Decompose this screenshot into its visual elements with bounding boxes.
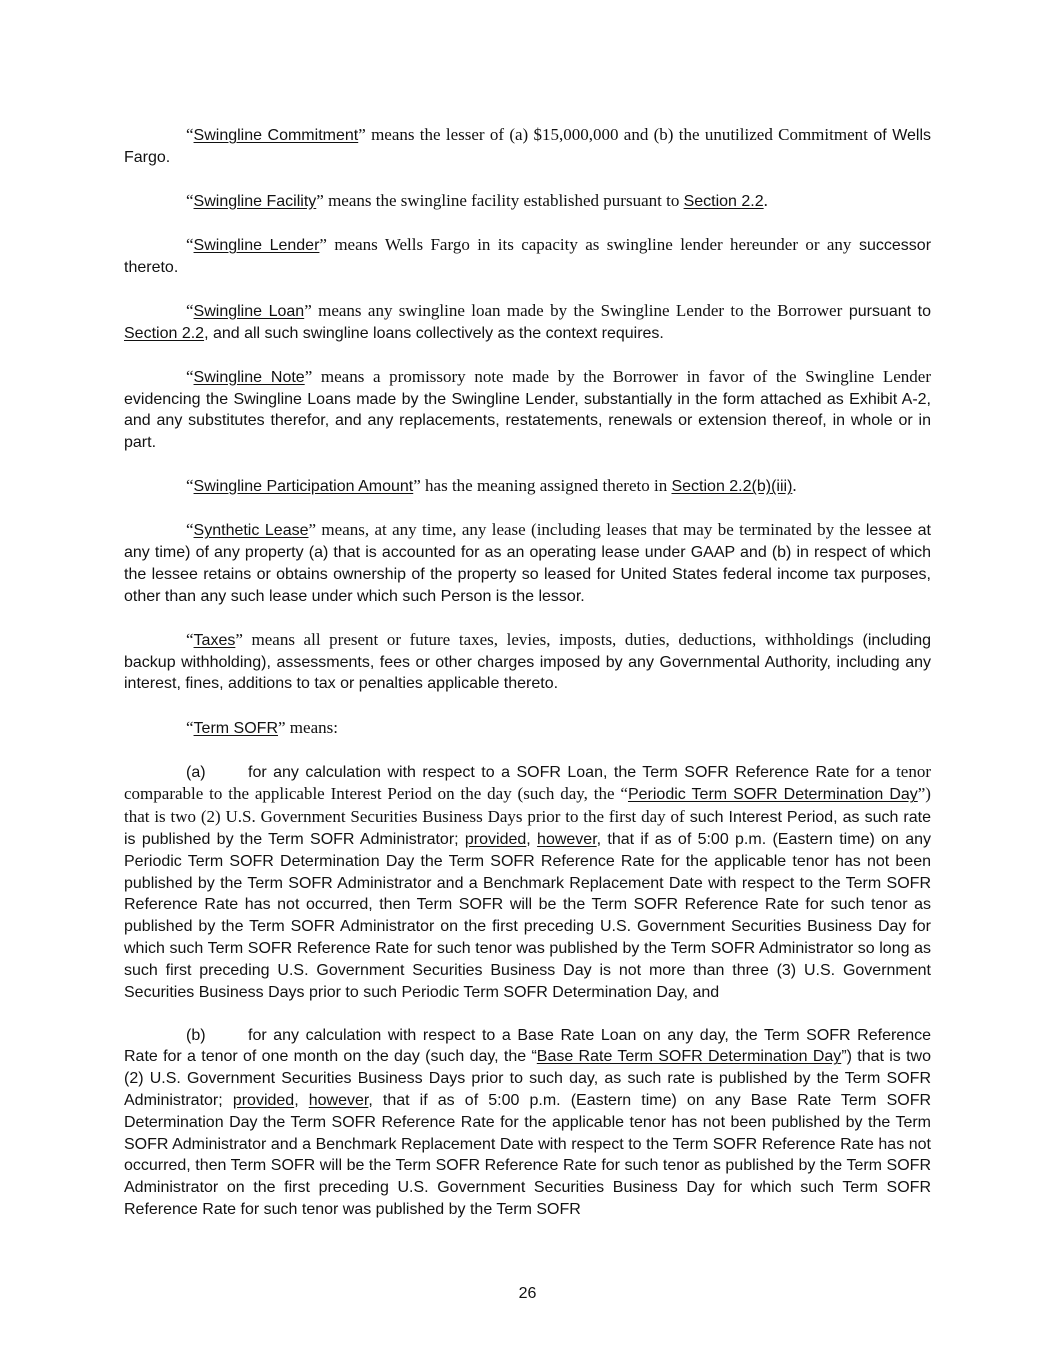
definition-text: means a promissory note made by the Borrower in favor of the Swingline Lender: [312, 366, 931, 386]
open-quote: “: [186, 520, 194, 540]
definition-text-continued: evidencing the Swingline Loans made by the Swingline Lender, substantially in the form attached as Exhibit A-2, and any substitutes therefor, and any replacements, restatements, renewals or extension thereof, in whole or in part.: [124, 390, 931, 452]
clause-text-continued: ”) that is two (2) U.S. Government Securities Business Days prior to such day, as such rate is published by the Term SOFR Administrator;: [124, 1048, 931, 1110]
clause-marker: (a): [186, 763, 206, 781]
section-reference: Section 2.2(b)(iii): [671, 478, 793, 496]
close-quote: ”: [316, 190, 324, 210]
defined-term: Term SOFR: [193, 719, 278, 737]
definition-text-continued: of Wells Fargo.: [124, 127, 932, 166]
section-reference: Section 2.2: [124, 324, 205, 342]
provided-term: provided: [232, 1092, 295, 1110]
close-quote: ”: [304, 300, 312, 320]
defined-term: Swingline Note: [193, 368, 305, 386]
open-quote: “: [186, 629, 194, 649]
definition-text: means all present or future taxes, levies, imposts, duties, deductions, withholdings: [242, 629, 854, 649]
defined-term: Swingline Facility: [193, 192, 317, 210]
clause-text-serif: tenor comparable to the applicable Interest Period on the day (such day, the “: [124, 761, 931, 804]
definition-text-tail: , and all such swingline loans collectively as the context requires.: [204, 324, 664, 342]
definition-swingline-facility: [124, 190, 931, 213]
close-quote: ”: [278, 717, 286, 737]
definition-swingline-participation-amount: [124, 475, 931, 498]
definition-swingline-note: [124, 366, 931, 454]
close-quote: ”: [304, 366, 313, 386]
comma: ,: [526, 831, 538, 848]
definition-text: means any swingline loan made by the Swingline Lender to the Borrower: [311, 300, 843, 320]
definition-text: has the meaning assigned thereto in: [420, 476, 672, 496]
definition-swingline-loan: [124, 300, 931, 345]
close-quote: ”: [319, 234, 327, 254]
defined-term: Swingline Commitment: [193, 127, 359, 144]
open-quote: “: [186, 190, 194, 210]
clause-marker: (b): [186, 1026, 206, 1044]
sentence-end: .: [763, 190, 768, 210]
open-quote: “: [186, 476, 194, 496]
definition-swingline-lender: [124, 234, 931, 279]
comma: ,: [294, 1092, 309, 1110]
defined-term: Swingline Loan: [193, 302, 305, 320]
clause-text-tail: , that if as of 5:00 p.m. (Eastern time) on any Periodic Term SOFR Determination Day the Term SOFR Reference Rate for the applicable tenor has not been published by the Term SOFR Administrator and a Benchmark Replacement Date with respect to the Term SOFR Reference Rate has not occurred, then Term SOFR will be the Term SOFR Reference Rate for such tenor as published by the Term SOFR Administrator on the first preceding U.S. Government Securities Business Day for which such Term SOFR Reference Rate for such tenor was published by the Term SOFR Administrator so long as such first preceding U.S. Government Securities Business Day is not more than three (3) U.S. Government Securities Business Days prior to such Periodic Term SOFR Determination Day, and: [124, 831, 932, 1001]
definition-text-continued: pursuant to: [842, 302, 931, 320]
sentence-end: .: [792, 476, 797, 496]
clause-text-tail: , that if as of 5:00 p.m. (Eastern time) on any Base Rate Term SOFR Determination Day the Term SOFR Reference Rate for the applicable tenor has not been published by the Term SOFR Administrator and a Benchmark Replacement Date with respect to the Term SOFR Reference Rate has not occurred, then Term SOFR will be the Term SOFR Reference Rate for such tenor as published by the Term SOFR Administrator on the first preceding U.S. Government Securities Business Day for which such Term SOFR Reference Rate for such tenor was published by the Term SOFR: [124, 1092, 932, 1219]
definition-text-continued: (including backup withholding), assessments, fees or other charges imposed by any Governmental Authority, including any interest, fines, additions to tax or penalties applicable thereto.: [124, 631, 931, 693]
definition-taxes: [124, 629, 931, 695]
open-quote: “: [186, 366, 194, 386]
definition-text: means Wells Fargo in its capacity as swingline lender hereunder or any: [326, 234, 852, 254]
defined-term: Swingline Participation Amount: [193, 478, 414, 496]
open-quote: “: [186, 234, 194, 254]
close-quote: ”: [358, 125, 366, 144]
defined-term: Base Rate Term SOFR Determination Day: [536, 1048, 842, 1066]
defined-term: Swingline Lender: [193, 236, 320, 254]
definition-swingline-commitment: [124, 124, 931, 169]
open-quote: “: [186, 300, 194, 320]
definition-text-continued: lessee at any time) of any property (a) that is accounted for as an operating lease under GAAP and (b) in respect of which the lessee retains or obtains ownership of the property so leased for United States federal income tax purposes, other than any such lease under which such Person is the lessor.: [124, 522, 931, 605]
open-quote: “: [186, 125, 194, 144]
definition-text: means the swingline facility established pursuant to: [323, 190, 684, 210]
close-quote: ”: [413, 476, 421, 496]
clause-text-continued: such Interest Period, as such rate is published by the Term SOFR Administrator;: [124, 809, 931, 848]
term-sofr-clause-b: [124, 1025, 931, 1221]
definition-text: means the lesser of (a) $15,000,000 and (b) the unutilized Commitment: [365, 125, 868, 144]
close-quote: ”: [235, 629, 243, 649]
defined-term: Periodic Term SOFR Determination Day: [627, 786, 918, 804]
term-sofr-clause-a: [124, 761, 931, 1004]
definition-text-continued: successor thereto.: [124, 236, 932, 276]
open-quote: “: [186, 717, 194, 737]
document-body: [124, 124, 931, 1242]
clause-text: for any calculation with respect to a SOFR Loan, the Term SOFR Reference Rate for a: [248, 763, 890, 781]
close-quote: ”: [308, 520, 317, 540]
provided-term: provided: [464, 831, 527, 848]
section-reference: Section 2.2: [683, 192, 764, 210]
definition-text: means:: [285, 717, 338, 737]
definition-synthetic-lease: [124, 519, 931, 607]
definition-text: means, at any time, any lease (including leases that may be terminated by the: [316, 520, 861, 540]
defined-term: Synthetic Lease: [193, 522, 309, 540]
however-term: however: [308, 1092, 369, 1110]
however-term: however: [537, 831, 597, 848]
definition-term-sofr: [124, 717, 931, 740]
defined-term: Taxes: [193, 631, 236, 649]
clause-text-serif-continued: ”) that is two (2) U.S. Government Securities Business Days prior to the first day of: [124, 784, 931, 827]
page-number: 26: [518, 1285, 537, 1302]
clause-text: for any calculation with respect to a Base Rate Loan on any day, the Term SOFR Reference Rate for a tenor of one month on the day (such day, the “: [124, 1026, 931, 1066]
